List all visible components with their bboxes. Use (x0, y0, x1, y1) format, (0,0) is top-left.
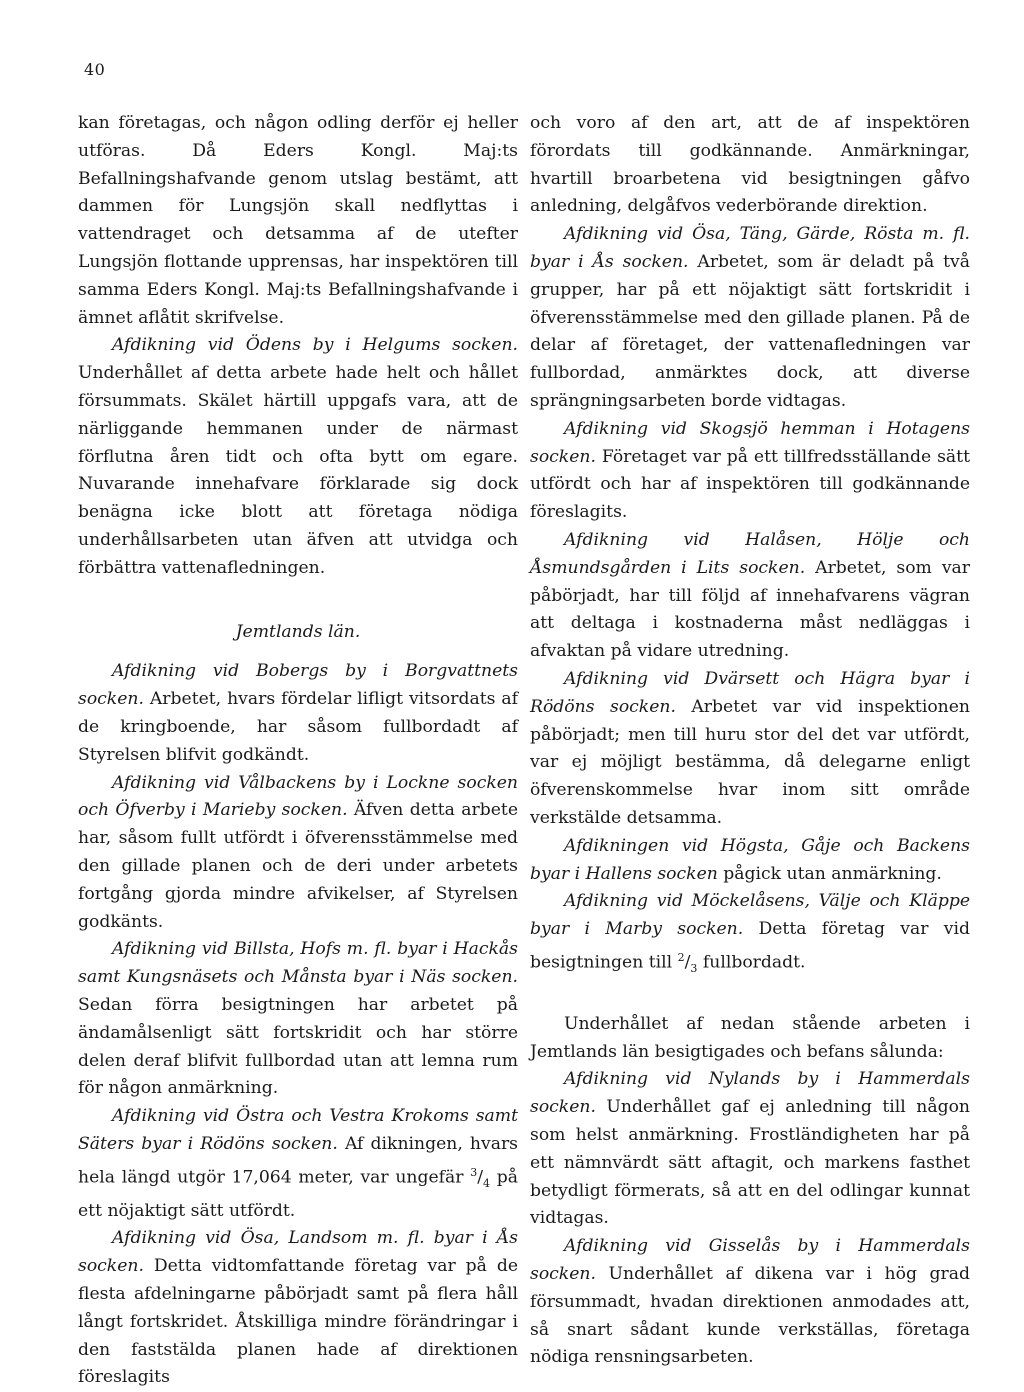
entry-text: pågick utan anmärkning. (723, 863, 942, 884)
entry-title: Afdikning vid Ösa, Täng, Gärde, Rösta m. fl. byar i Ås socken. (530, 224, 970, 272)
section-heading: Jemtlands län. (235, 621, 361, 642)
entry-title: Afdikning vid Bobergs by i Borgvattnets socken. (78, 661, 518, 710)
fraction-numerator: 3 (470, 1165, 478, 1179)
entry-text: Underhållet af detta arbete hade helt och hållet försummats. Skälet härtill uppgafs vara, att de närliggande hemmanen under de närmast förflutna åren tidt och ofta bytt om egare. Nuvarande innehafvare förklarade sig dock benägna icke blott att företaga nödiga underhållsarbeten utan äfven att utvidga och förbättra vattenafledningen. (78, 363, 518, 578)
entry (78, 1225, 518, 1392)
entry-text: Sedan förra besigtningen har arbetet på ändamålsenligt sätt fortskridit och har större delen deraf blifvit fullbordad utan att lemna rum för någon anmärkning. (78, 994, 518, 1099)
entry (530, 1233, 970, 1372)
entry-text: Arbetet var vid inspektionen påbörjadt; men till huru stor del det var utfördt, var ej möjligt bestämma, då delegarne enligt öfverenskommelse hvar inom sitt område verkstälde detsamma. (530, 696, 970, 828)
intro-paragraph: Underhållet af nedan stående arbeten i Jemtlands län besigtigades och befans sålunda: (530, 1013, 970, 1062)
entry-text: Arbetet, som är deladt på två grupper, har på ett nöjaktigt sätt fortskridit i öfverensstämmelse med den gillade planen. På de delar af företaget, der vattenafledningen var fullbordad, anmärktes dock, att diverse sprängningsarbeten borde vidtagas. (530, 251, 971, 411)
entry-title: Afdikning vid Ödens by i Helgums socken. (112, 335, 518, 356)
entry-title: Afdikning vid Östra och Vestra Krokoms samt Säters byar i Rödöns socken. (78, 1106, 518, 1154)
entry-title: Afdikning vid Nylands by i Hammerdals socken. (530, 1069, 970, 1118)
entry (78, 770, 518, 937)
entry-text: Företaget var på ett tillfredsställande sätt utfördt och har af inspektören till godkännande föreslagits. (530, 446, 970, 523)
entry (530, 527, 970, 666)
entry-title: Afdikning vid Billsta, Hofs m. fl. byar i Hackås samt Kungsnäsets och Månsta byar i Näs socken. (78, 939, 518, 988)
entry (530, 416, 970, 527)
entry (530, 1066, 970, 1233)
page-number: 40 (84, 60, 106, 79)
paragraph: och voro af den art, att de af inspektören förordats till godkännande. Anmärkningar, hvartill broarbetena vid besigtningen gåfvo anledning, delgåfvos vederbörande direktion. (530, 113, 970, 217)
fraction-denominator: 4 (483, 1176, 491, 1190)
entry (78, 658, 518, 769)
left-column (78, 110, 518, 1392)
entry-title: Afdikningen vid Högsta, Gåje och Backens byar i Hallens socken (530, 835, 970, 884)
entry-text: på ett nöjaktigt sätt utfördt. (78, 1167, 518, 1221)
entry: Afdikning vid Östra och Vestra Krokoms samt Säters byar i Rödöns socken. Af dikningen, hvars hela längd utgör 17,064 meter, var ungefär $^3/_4$ på ett nöjaktigt sätt utfördt. (78, 1106, 518, 1221)
entry (530, 221, 970, 416)
paragraph: kan företagas, och någon odling derför ej heller utföras. Då Eders Kongl. Maj:ts Befallningshafvande genom utslag bestämt, att dammen för Lungsjön skall nedflyttas i vattendraget och detsamma af de utefter Lungsjön flottande upprensas, har inspektören till samma Eders Kongl. Maj:ts Befallningshafvande i ämnet aflåtit skrifvelse. (78, 113, 518, 328)
entry-title: Afdikning vid Vålbackens by i Lockne socken och Öfverby i Marieby socken. (78, 772, 518, 821)
entry (78, 332, 518, 582)
right-column (530, 110, 970, 1372)
fraction-numerator: 2 (677, 950, 685, 964)
fraction-denominator: 3 (690, 962, 698, 976)
entry-text: Af dikningen, hvars hela längd utgör 17,064 meter, var ungefär (78, 1133, 518, 1188)
entry-title: Afdikning vid Möckelåsens, Välje och Kläppe byar i Marby socken. (530, 891, 970, 940)
entry (78, 936, 518, 1103)
entry-text: Underhållet af dikena var i hög grad försummadt, hvadan direktionen anmodades att, så snart sådant kunde verkställas, företaga nödiga rensningsarbeten. (530, 1264, 971, 1368)
entry-title: Afdikning vid Gisselås by i Hammerdals socken. (530, 1236, 970, 1285)
entry-text: Äfven detta arbete har, såsom fullt utfördt i öfverensstämmelse med den gillade planen och de deri under arbetets fortgång gjorda mindre afvikelser, af Styrelsen godkänts. (78, 800, 518, 932)
entry-title: Afdikning vid Ösa, Landsom m. fl. byar i Ås socken. (78, 1228, 518, 1277)
entry: Afdikning vid Möckelåsens, Välje och Kläppe byar i Marby socken. Detta företag var vid besigtningen till $^2/_3$ fullbordadt. (530, 891, 970, 976)
entry-text: fullbordadt. (702, 952, 806, 973)
entry (530, 666, 970, 833)
entry-text: Arbetet, som var påbörjadt, har till följd af innehafvarens vägran att deltaga i kostnaderna måst nedläggas i afvaktan på vidare utredning. (530, 557, 970, 662)
entry-text: Arbetet, hvars fördelar lifligt vitsordats af de kringboende, har såsom fullbordadt af Styrelsen blifvit godkändt. (78, 689, 519, 765)
entry-text: Detta företag var vid besigtningen till (530, 919, 970, 973)
entry (530, 833, 970, 889)
entry-text: Detta vidtomfattande företag var på de flesta afdelningarne påbörjadt samt på flera håll långt fortskridet. Åtskilliga mindre förändringar i den faststälda planen hade af direktionen föreslagits (78, 1256, 518, 1388)
entry-title: Afdikning vid Skogsjö hemman i Hotagens socken. (530, 418, 970, 467)
entry-title: Afdikning vid Dvärsett och Hägra byar i Rödöns socken. (530, 668, 970, 717)
entry-title: Afdikning vid Halåsen, Hölje och Åsmundsgården i Lits socken. (530, 529, 970, 578)
entry-text: Underhållet gaf ej anledning till någon som helst anmärkning. Frostländigheten har på ett nämnvärdt sätt aftagit, och markens fasthet betydligt förmerats, så att en del odlingar kunnat vidtagas. (530, 1097, 970, 1229)
